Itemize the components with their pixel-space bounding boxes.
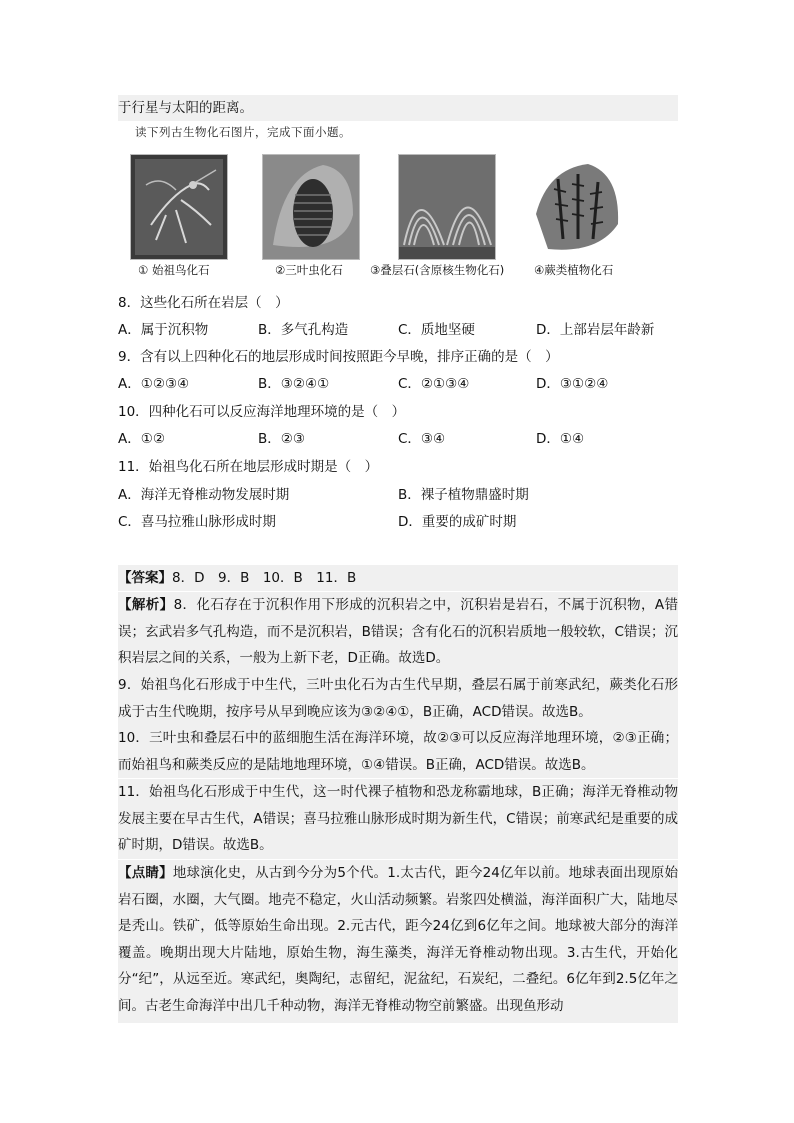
analysis-9: 9．始祖鸟化石形成于中生代，三叶虫化石为古生代早期，叠层石属于前寒武纪，蕨类化石形成于古生代晚期，按序号从早到晚应该为③②④①，B正确，ACD错误。故选B。 xyxy=(118,672,678,725)
question-8-stem: 8．这些化石所在岩层（ ） xyxy=(118,295,289,311)
q10-option-b: B．②③ xyxy=(258,431,305,447)
stromatolite-image xyxy=(398,154,496,260)
q9-option-d: D．③①②④ xyxy=(536,376,609,392)
q8-option-d: D．上部岩层年龄新 xyxy=(536,322,655,338)
q9-option-b: B．③②④① xyxy=(258,376,330,392)
fossil-caption-4: ④蕨类植物化石 xyxy=(534,263,614,277)
question-9-stem: 9．含有以上四种化石的地层形成时间按照距今早晚，排序正确的是（ ） xyxy=(118,349,559,365)
archaeopteryx-image xyxy=(130,154,228,260)
tip-paragraph xyxy=(118,860,678,1023)
question-10-stem: 10．四种化石可以反应海洋地理环境的是（ ） xyxy=(118,404,406,420)
question-11-stem: 11．始祖鸟化石所在地层形成时期是（ ） xyxy=(118,459,379,475)
q11-option-b: B．裸子植物鼎盛时期 xyxy=(398,487,529,503)
analysis-label: 【解析】 xyxy=(118,597,174,613)
q9-option-c: C．②①③④ xyxy=(398,376,470,392)
question-10-options xyxy=(118,426,698,452)
fossil-image-fern xyxy=(528,154,624,262)
q9-option-a: A．①②③④ xyxy=(118,376,190,392)
q11-option-d: D．重要的成矿时期 xyxy=(398,514,517,530)
answer-label: 【答案】 xyxy=(118,570,172,586)
q11-option-c: C．喜马拉雅山脉形成时期 xyxy=(118,514,276,530)
question-8-options xyxy=(118,317,698,343)
fossil-image-archaeopteryx xyxy=(130,154,226,264)
analysis-10: 10．三叶虫和叠层石中的蓝细胞生活在海洋环境，故②③可以反应海洋地理环境，②③正确；而始祖鸟和蕨类反应的是陆地地理环境，①④错误。B正确，ACD错误。故选B。 xyxy=(118,725,678,778)
fossil-intro: 读下列古生物化石图片，完成下面小题。 xyxy=(135,125,351,139)
question-11-options-row1 xyxy=(118,482,698,508)
fossil-caption-3: ③叠层石(含原核生物化石) xyxy=(370,263,505,277)
analysis-11: 11．始祖鸟化石形成于中生代，这一时代裸子植物和恐龙称霸地球，B正确；海洋无脊椎动物发展主要在早古生代，A错误；喜马拉雅山脉形成时期为新生代，C错误；前寒武纪是重要的成矿时期，D错误。故选B。 xyxy=(118,779,678,859)
tip-label: 【点睛】 xyxy=(118,865,173,881)
q10-option-d: D．①④ xyxy=(536,431,585,447)
q8-option-c: C．质地坚硬 xyxy=(398,322,475,338)
fossil-caption-2: ②三叶虫化石 xyxy=(275,263,343,277)
analysis-8-text: 8．化石存在于沉积作用下形成的沉积岩之中，沉积岩是岩石，不属于沉积物，A错误；玄武岩多气孔构造，而不是沉积岩，B错误；含有化石的沉积岩质地一般较软，C错误；沉积岩层之间的关系，一般为上新下老，D正确。故选D。 xyxy=(118,597,679,666)
q11-option-a: A．海洋无脊椎动物发展时期 xyxy=(118,487,290,503)
analysis-8 xyxy=(118,592,678,672)
question-9-options xyxy=(118,371,698,397)
q10-option-c: C．③④ xyxy=(398,431,446,447)
fern-image xyxy=(528,154,624,258)
previous-question-tail: 于行星与太阳的距离。 xyxy=(118,95,678,121)
answer-line xyxy=(118,565,678,591)
fossil-image-trilobite xyxy=(262,154,358,264)
q8-option-b: B．多气孔构造 xyxy=(258,322,349,338)
trilobite-image xyxy=(262,154,360,260)
q8-option-a: A．属于沉积物 xyxy=(118,322,209,338)
q10-option-a: A．①② xyxy=(118,431,165,447)
question-11-options-row2 xyxy=(118,509,698,535)
fossil-image-stromatolite xyxy=(398,154,494,264)
tip-text: 地球演化史，从古到今分为5个代。1.太古代，距今24亿年以前。地球表面出现原始岩石圈，水圈，大气圈。地壳不稳定，火山活动频繁。岩浆四处横溢，海洋面积广大，陆地尽是秃山。铁矿，低等原始生命出现。2.元古代，距今24亿到6亿年之间。地球被大部分的海洋覆盖。晚期出现大片陆地，原始生物，海生藻类，海洋无脊椎动物出现。3.古生代，开始化分“纪”，从远至近。寒武纪，奥陶纪，志留纪，泥盆纪，石炭纪，二叠纪。6亿年到2.5亿年之间。古老生命海洋中出几千种动物，海洋无脊椎动物空前繁盛。出现鱼形动 xyxy=(118,865,678,1014)
answer-text: 8．D 9．B 10．B 11．B xyxy=(172,570,357,586)
fossil-caption-1: ① 始祖鸟化石 xyxy=(138,263,210,277)
